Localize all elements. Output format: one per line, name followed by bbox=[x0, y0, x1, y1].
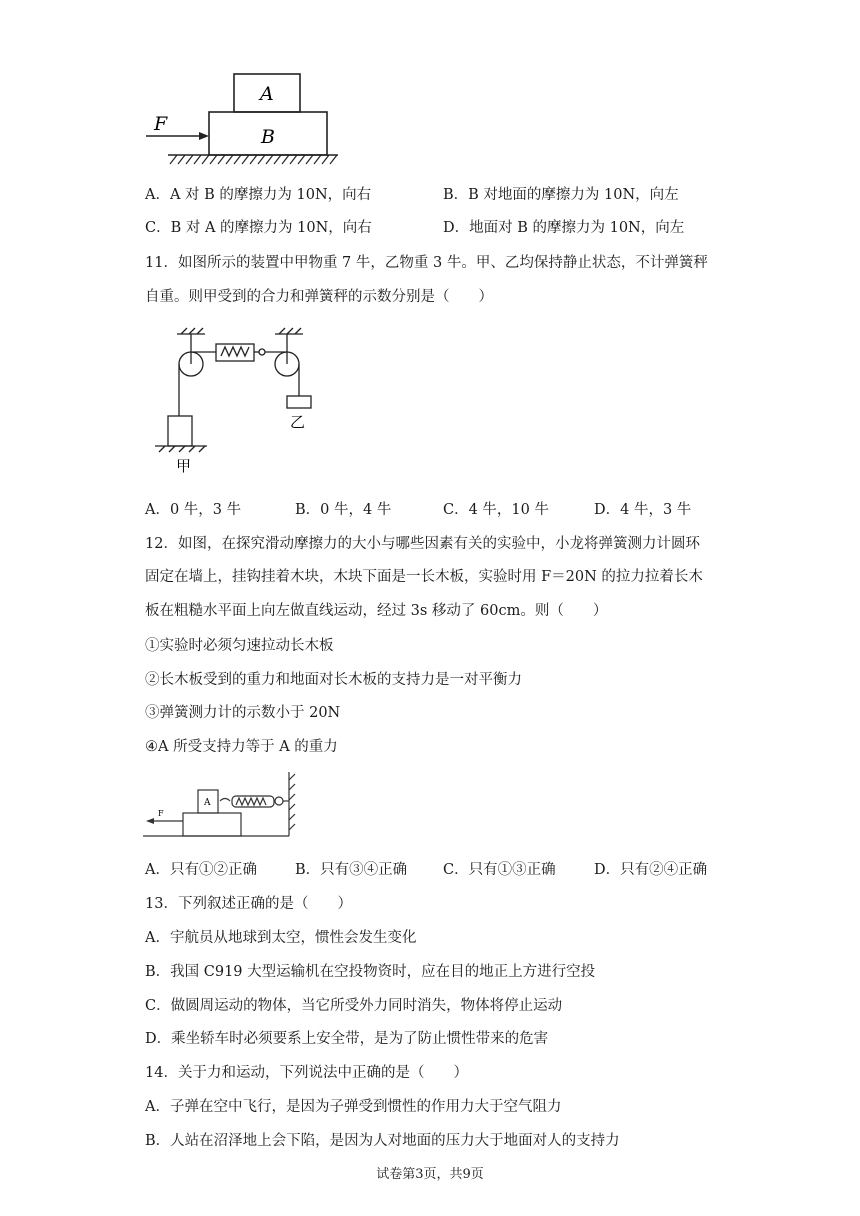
q14-stem: 14．关于力和运动，下列说法中正确的是（ ） bbox=[145, 1065, 468, 1081]
q11-option-a: A．0 牛，3 牛 bbox=[145, 502, 242, 518]
ground-hatching bbox=[170, 155, 337, 164]
long-board bbox=[183, 813, 241, 836]
figure-friction-experiment bbox=[143, 770, 303, 845]
q12-stem-line2: 固定在墙上，挂钩挂着木块，木块下面是一长木板，实验时用 F＝20N 的拉力拉着长木 bbox=[145, 569, 703, 585]
q13-option-d: D．乘坐轿车时必须要系上安全带，是为了防止惯性带来的危害 bbox=[145, 1031, 549, 1047]
q13-option-b: B．我国 C919 大型运输机在空投物资时，应在目的地正上方进行空投 bbox=[145, 964, 596, 980]
q12-statement-2: ②长木板受到的重力和地面对长木板的支持力是一对平衡力 bbox=[145, 672, 522, 688]
label-f-small: F bbox=[158, 809, 164, 818]
q14-option-b: B．人站在沼泽地上会下陷，是因为人对地面的压力大于地面对人的支持力 bbox=[145, 1133, 620, 1149]
q12-statement-3: ③弹簧测力计的示数小于 20N bbox=[145, 705, 341, 721]
q11-option-b: B．0 牛，4 牛 bbox=[295, 502, 392, 518]
label-a-small: A bbox=[204, 798, 211, 808]
q13-option-c: C．做圆周运动的物体，当它所受外力同时消失，物体将停止运动 bbox=[145, 998, 563, 1014]
label-b: B bbox=[261, 126, 275, 148]
q10-option-b: B．B 对地面的摩擦力为 10N，向左 bbox=[443, 187, 679, 203]
friction-force-arrowhead bbox=[146, 818, 154, 824]
q12-statement-4: ④A 所受支持力等于 A 的重力 bbox=[145, 739, 338, 755]
q12-option-d: D．只有②④正确 bbox=[594, 862, 708, 878]
q11-option-d: D．4 牛，3 牛 bbox=[594, 502, 692, 518]
q14-option-a: A．子弹在空中飞行，是因为子弹受到惯性的作用力大于空气阻力 bbox=[145, 1099, 562, 1115]
weight-jia bbox=[168, 416, 192, 446]
q12-stem-line3: 板在粗糙水平面上向左做直线运动，经过 3s 移动了 60cm。则（ ） bbox=[145, 603, 608, 619]
q10-option-d: D．地面对 B 的摩擦力为 10N，向左 bbox=[443, 220, 685, 236]
q12-option-c: C．只有①③正确 bbox=[443, 862, 556, 878]
label-yi: 乙 bbox=[290, 413, 306, 431]
figure-blocks-ab bbox=[140, 68, 350, 168]
figure-pulley-spring bbox=[145, 326, 325, 476]
label-jia: 甲 bbox=[176, 457, 192, 475]
page-footer: 试卷第3页，共9页 bbox=[376, 1167, 484, 1182]
q10-option-a: A．A 对 B 的摩擦力为 10N，向右 bbox=[145, 187, 372, 203]
label-f: F bbox=[154, 113, 168, 135]
q12-option-a: A．只有①②正确 bbox=[145, 862, 257, 878]
q11-stem-line1: 11．如图所示的装置中甲物重 7 牛，乙物重 3 牛。甲、乙均保持静止状态，不计弹簧秤 bbox=[145, 255, 708, 271]
weight-yi bbox=[287, 396, 311, 408]
q11-stem-line2: 自重。则甲受到的合力和弹簧秤的示数分别是（ ） bbox=[145, 289, 493, 305]
q10-option-c: C．B 对 A 的摩擦力为 10N，向右 bbox=[145, 220, 372, 236]
q12-option-b: B．只有③④正确 bbox=[295, 862, 408, 878]
label-a: A bbox=[260, 83, 274, 105]
q12-stem-line1: 12．如图，在探究滑动摩擦力的大小与哪些因素有关的实验中，小龙将弹簧测力计圆环 bbox=[145, 536, 700, 552]
q12-statement-1: ①实验时必须匀速拉动长木板 bbox=[145, 638, 334, 654]
q13-option-a: A．宇航员从地球到太空，惯性会发生变化 bbox=[145, 930, 417, 946]
q11-option-c: C．4 牛，10 牛 bbox=[443, 502, 549, 518]
q13-stem: 13．下列叙述正确的是（ ） bbox=[145, 896, 352, 912]
force-arrowhead bbox=[199, 132, 209, 140]
